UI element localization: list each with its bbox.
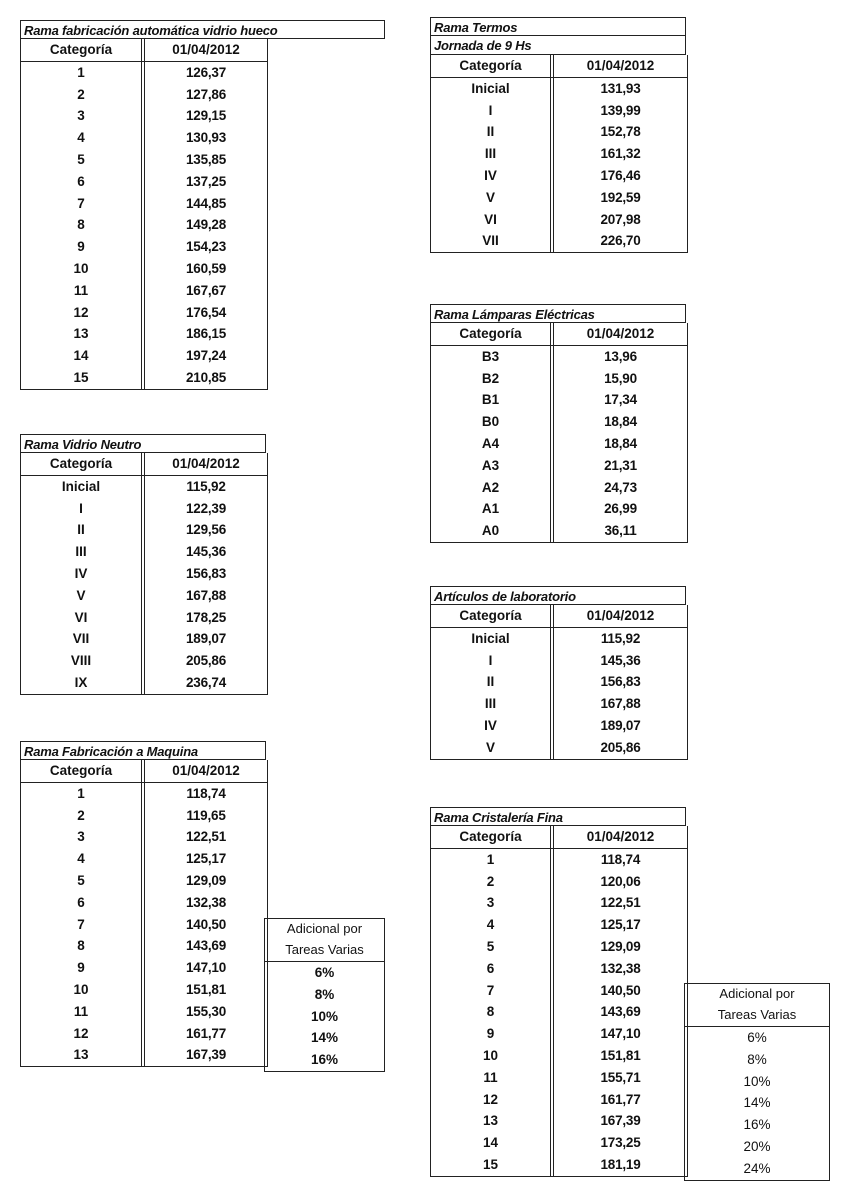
table-row [431, 671, 687, 693]
cell-valor: 18,84 [604, 435, 637, 451]
cell-valor: 205,86 [600, 739, 641, 755]
cell-valor: 189,07 [185, 631, 227, 647]
table-neutro [20, 434, 266, 695]
table-row [21, 519, 267, 541]
table-row [431, 498, 687, 520]
cell-valor: 151,81 [185, 981, 227, 997]
table-row [431, 411, 687, 433]
cell-valor: 143,69 [600, 1004, 641, 1020]
table-row [431, 187, 687, 209]
cell-categoria: Inicial [21, 476, 145, 498]
table-title: Rama Lámparas Eléctricas [430, 304, 686, 323]
cell-valor: 127,86 [185, 86, 227, 102]
table-row [431, 871, 687, 893]
cell-categoria: 4 [431, 914, 554, 936]
cell-valor: 125,17 [185, 851, 227, 867]
table-row [431, 980, 687, 1002]
header-fecha: 01/04/2012 [172, 763, 240, 778]
cell-categoria: A0 [431, 520, 554, 542]
cell-categoria: II [21, 519, 145, 541]
table-row [431, 650, 687, 672]
cell-valor: 118,74 [186, 785, 226, 801]
table-row [21, 563, 267, 585]
cell-categoria: 3 [21, 826, 145, 848]
table-row [21, 935, 267, 957]
cell-valor: 129,56 [185, 522, 227, 538]
table-title: Rama Termos [430, 17, 686, 36]
cell-categoria: VII [431, 230, 554, 252]
cell-categoria: 11 [21, 280, 145, 302]
cell-categoria: 1 [431, 849, 554, 871]
cell-categoria: 4 [21, 848, 145, 870]
cell-valor: 129,09 [185, 872, 227, 888]
cell-valor: 161,77 [600, 1091, 641, 1107]
cell-categoria: 10 [431, 1045, 554, 1067]
table-row [431, 914, 687, 936]
cell-categoria: 14 [21, 345, 145, 367]
table-row [21, 979, 267, 1001]
table-title: Rama Cristalería Fina [430, 807, 686, 826]
header-categoria: Categoría [431, 323, 554, 345]
cell-valor: 139,99 [600, 102, 641, 118]
table-row [431, 477, 687, 499]
table-row [21, 585, 267, 607]
table-header-row [21, 39, 267, 62]
table-row [21, 236, 267, 258]
cell-valor: 155,30 [185, 1003, 227, 1019]
table-row [21, 826, 267, 848]
table-row [21, 193, 267, 215]
cell-categoria: 6 [21, 171, 145, 193]
cell-categoria: 13 [21, 1044, 145, 1066]
cell-categoria: A1 [431, 498, 554, 520]
table-row [431, 737, 687, 759]
cell-valor: 132,38 [185, 894, 227, 910]
cell-categoria: 7 [431, 980, 554, 1002]
cell-valor: 176,46 [600, 167, 641, 183]
table-header-row [431, 55, 687, 78]
header-fecha: 01/04/2012 [586, 829, 655, 844]
cell-valor: 236,74 [185, 674, 227, 690]
table-lamparas [430, 304, 686, 543]
cell-valor: 147,10 [600, 1026, 641, 1042]
adicional-percent: 6% [747, 1030, 767, 1045]
adicional-percent: 8% [314, 986, 335, 1002]
cell-valor: 154,23 [185, 239, 227, 255]
cell-valor: 152,78 [600, 124, 641, 140]
table-row [431, 165, 687, 187]
cell-categoria: III [21, 541, 145, 563]
table-row [21, 149, 267, 171]
cell-valor: 144,85 [185, 195, 227, 211]
table-row [431, 1132, 687, 1154]
cell-categoria: B1 [431, 389, 554, 411]
cell-categoria: 5 [21, 870, 145, 892]
table-title: Rama fabricación automática vidrio hueco [20, 20, 385, 39]
cell-valor: 156,83 [600, 674, 641, 690]
table-row [21, 171, 267, 193]
table-row [21, 345, 267, 367]
cell-categoria: 11 [431, 1067, 554, 1089]
table-row [431, 1023, 687, 1045]
cell-categoria: VI [21, 607, 145, 629]
cell-valor: 167,88 [600, 696, 641, 712]
table-row [431, 78, 687, 100]
cell-categoria: II [431, 671, 554, 693]
header-fecha: 01/04/2012 [586, 326, 655, 341]
table-laboratorio [430, 586, 686, 760]
table-row [431, 121, 687, 143]
cell-valor: 115,92 [186, 478, 226, 494]
cell-categoria: 8 [431, 1001, 554, 1023]
table-header-row [21, 760, 267, 783]
adicional-percent: 8% [747, 1051, 767, 1067]
adicional-percent: 20% [743, 1138, 771, 1154]
cell-categoria: 8 [21, 214, 145, 236]
cell-valor: 173,25 [600, 1135, 641, 1151]
cell-categoria: 12 [21, 1023, 145, 1045]
adicional-percent: 10% [310, 1008, 339, 1024]
cell-categoria: 6 [431, 958, 554, 980]
table-row [21, 892, 267, 914]
table-row [431, 520, 687, 542]
cell-categoria: IV [21, 563, 145, 585]
cell-valor: 119,65 [186, 807, 226, 823]
cell-valor: 132,38 [600, 960, 641, 976]
table-title: Rama Fabricación a Maquina [20, 741, 266, 760]
table-row [431, 368, 687, 390]
cell-categoria: V [21, 585, 145, 607]
cell-valor: 167,88 [185, 587, 227, 603]
cell-categoria: VII [21, 628, 145, 650]
cell-categoria: 3 [21, 105, 145, 127]
table-title: Rama Vidrio Neutro [20, 434, 266, 453]
adicional-percent: 14% [310, 1030, 339, 1046]
adicional-label-line1: Adicional por [719, 986, 795, 1001]
table-row [21, 127, 267, 149]
cell-valor: 207,98 [600, 211, 641, 227]
table-maquina [20, 741, 266, 1067]
cell-valor: 147,10 [185, 960, 227, 976]
cell-valor: 115,92 [600, 630, 641, 646]
cell-categoria: 11 [21, 1001, 145, 1023]
cell-valor: 137,25 [185, 173, 227, 189]
table-row [431, 100, 687, 122]
adicional-percent: 14% [743, 1095, 771, 1111]
table-grid [430, 826, 688, 1177]
cell-categoria: 10 [21, 979, 145, 1001]
adicional-percent: 16% [743, 1117, 771, 1133]
header-fecha: 01/04/2012 [586, 608, 655, 623]
table-row [21, 607, 267, 629]
cell-categoria: V [431, 737, 554, 759]
cell-categoria: VIII [21, 650, 145, 672]
table-row [431, 628, 687, 650]
table-row [431, 892, 687, 914]
cell-categoria: 4 [21, 127, 145, 149]
table-row [431, 389, 687, 411]
header-categoria: Categoría [21, 760, 145, 782]
cell-categoria: IV [431, 165, 554, 187]
table-grid [20, 453, 268, 695]
cell-valor: 129,09 [600, 938, 641, 954]
header-categoria: Categoría [431, 605, 554, 627]
adicional-box-maquina [264, 918, 385, 1072]
cell-valor: 178,25 [185, 609, 227, 625]
table-row [21, 650, 267, 672]
cell-categoria: I [21, 498, 145, 520]
cell-categoria: A2 [431, 477, 554, 499]
cell-valor: 18,84 [604, 414, 637, 430]
table-row [21, 323, 267, 345]
cell-valor: 151,81 [600, 1047, 641, 1063]
cell-categoria: 3 [431, 892, 554, 914]
cell-categoria: 8 [21, 935, 145, 957]
cell-valor: 186,15 [185, 326, 227, 342]
adicional-percent: 10% [743, 1073, 771, 1089]
cell-categoria: 9 [21, 957, 145, 979]
cell-valor: 131,93 [600, 80, 641, 96]
cell-categoria: 14 [431, 1132, 554, 1154]
table-row [21, 783, 267, 805]
header-categoria: Categoría [21, 39, 145, 61]
cell-categoria: 15 [21, 367, 145, 389]
cell-valor: 129,15 [185, 108, 227, 124]
table-row [21, 476, 267, 498]
table-row [431, 1001, 687, 1023]
cell-valor: 145,36 [185, 544, 227, 560]
header-categoria: Categoría [21, 453, 145, 475]
cell-valor: 125,17 [600, 917, 641, 933]
table-row [21, 628, 267, 650]
adicional-header [685, 984, 829, 1027]
table-row [21, 848, 267, 870]
cell-valor: 13,96 [604, 348, 637, 364]
table-row [21, 1001, 267, 1023]
cell-categoria: 9 [431, 1023, 554, 1045]
cell-valor: 122,51 [185, 829, 227, 845]
table-grid [430, 605, 688, 760]
table-row [431, 693, 687, 715]
cell-categoria: III [431, 143, 554, 165]
cell-valor: 205,86 [185, 653, 227, 669]
cell-categoria: III [431, 693, 554, 715]
cell-categoria: 12 [431, 1089, 554, 1111]
table-row [21, 957, 267, 979]
cell-valor: 122,51 [600, 895, 641, 911]
table-title: Artículos de laboratorio [430, 586, 686, 605]
cell-categoria: 12 [21, 302, 145, 324]
table-row [21, 105, 267, 127]
table-row [21, 280, 267, 302]
cell-categoria: 6 [21, 892, 145, 914]
table-row [431, 433, 687, 455]
table-row [431, 143, 687, 165]
cell-categoria: Inicial [431, 78, 554, 100]
cell-categoria: 5 [21, 149, 145, 171]
cell-valor: 118,74 [600, 851, 641, 867]
cell-valor: 140,50 [600, 982, 641, 998]
cell-valor: 122,39 [185, 500, 227, 516]
table-row [431, 849, 687, 871]
cell-valor: 17,34 [604, 392, 637, 408]
cell-categoria: 2 [21, 84, 145, 106]
cell-valor: 145,36 [600, 652, 641, 668]
cell-valor: 161,32 [600, 146, 641, 162]
cell-categoria: 1 [21, 62, 145, 84]
cell-categoria: 1 [21, 783, 145, 805]
table-row [431, 209, 687, 231]
cell-valor: 120,06 [600, 873, 641, 889]
table-header-row [431, 826, 687, 849]
table-row [21, 302, 267, 324]
table-header-row [21, 453, 267, 476]
header-categoria: Categoría [431, 55, 554, 77]
adicional-header [265, 919, 384, 962]
cell-valor: 226,70 [600, 233, 641, 249]
cell-valor: 24,73 [604, 479, 637, 495]
table-row [21, 541, 267, 563]
cell-valor: 161,77 [185, 1025, 227, 1041]
table-row [21, 914, 267, 936]
cell-categoria: IX [21, 672, 145, 694]
cell-categoria: 7 [21, 193, 145, 215]
table-grid [430, 55, 688, 253]
header-fecha: 01/04/2012 [172, 42, 240, 57]
cell-valor: 155,71 [600, 1069, 641, 1085]
table-grid [20, 39, 268, 390]
table-row [431, 1045, 687, 1067]
cell-categoria: I [431, 100, 554, 122]
cell-valor: 149,28 [185, 217, 227, 233]
cell-categoria: Inicial [431, 628, 554, 650]
table-cristaleria [430, 807, 686, 1177]
adicional-percent: 16% [310, 1052, 339, 1068]
cell-valor: 192,59 [600, 189, 641, 205]
adicional-percent: 24% [743, 1160, 771, 1176]
adicional-percent: 6% [314, 965, 335, 980]
table-row [21, 1044, 267, 1066]
table-row [21, 84, 267, 106]
cell-categoria: 2 [431, 871, 554, 893]
table-grid [20, 760, 268, 1067]
cell-valor: 160,59 [185, 260, 227, 276]
cell-valor: 130,93 [185, 130, 227, 146]
table-row [431, 1089, 687, 1111]
cell-valor: 210,85 [185, 369, 227, 385]
cell-valor: 167,67 [185, 282, 227, 298]
header-categoria: Categoría [431, 826, 554, 848]
cell-valor: 140,50 [185, 916, 227, 932]
cell-categoria: II [431, 121, 554, 143]
table-grid [430, 323, 688, 543]
table-header-row [431, 323, 687, 346]
cell-valor: 15,90 [604, 370, 637, 386]
table-subtitle: Jornada de 9 Hs [430, 36, 686, 55]
table-row [21, 805, 267, 827]
cell-categoria: 2 [21, 805, 145, 827]
adicional-label-line2: Tareas Varias [717, 1007, 797, 1022]
table-row [431, 1154, 687, 1176]
cell-categoria: B3 [431, 346, 554, 368]
cell-valor: 176,54 [185, 304, 227, 320]
cell-categoria: 15 [431, 1154, 554, 1176]
table-header-row [431, 605, 687, 628]
cell-categoria: 5 [431, 936, 554, 958]
table-row [21, 258, 267, 280]
cell-categoria: A3 [431, 455, 554, 477]
cell-categoria: B0 [431, 411, 554, 433]
table-row [21, 1023, 267, 1045]
cell-categoria: I [431, 650, 554, 672]
cell-categoria: V [431, 187, 554, 209]
cell-valor: 167,39 [185, 1047, 227, 1063]
cell-categoria: IV [431, 715, 554, 737]
cell-valor: 156,83 [185, 565, 227, 581]
cell-valor: 26,99 [604, 501, 637, 517]
table-row [431, 936, 687, 958]
cell-categoria: 7 [21, 914, 145, 936]
cell-valor: 167,39 [600, 1113, 641, 1129]
header-fecha: 01/04/2012 [586, 58, 655, 73]
table-termos [430, 17, 686, 253]
adicional-box-cristaleria [684, 983, 830, 1181]
cell-categoria: 9 [21, 236, 145, 258]
table-row [431, 1067, 687, 1089]
cell-valor: 181,19 [600, 1156, 641, 1172]
table-row [431, 230, 687, 252]
cell-valor: 126,37 [185, 64, 227, 80]
table-row [431, 346, 687, 368]
table-row [21, 672, 267, 694]
table-auto [20, 20, 385, 390]
cell-valor: 21,31 [604, 457, 637, 473]
cell-categoria: 13 [431, 1110, 554, 1132]
cell-categoria: 10 [21, 258, 145, 280]
adicional-label-line1: Adicional por [286, 921, 363, 936]
cell-categoria: VI [431, 209, 554, 231]
table-row [21, 870, 267, 892]
cell-categoria: 13 [21, 323, 145, 345]
cell-valor: 197,24 [185, 348, 227, 364]
table-row [431, 958, 687, 980]
table-row [21, 62, 267, 84]
table-row [21, 367, 267, 389]
table-row [21, 498, 267, 520]
adicional-label-line2: Tareas Varias [285, 942, 364, 957]
table-row [431, 455, 687, 477]
table-row [21, 214, 267, 236]
header-fecha: 01/04/2012 [172, 456, 240, 471]
cell-categoria: A4 [431, 433, 554, 455]
cell-valor: 135,85 [185, 151, 227, 167]
cell-valor: 189,07 [600, 717, 641, 733]
table-row [431, 1110, 687, 1132]
cell-categoria: B2 [431, 368, 554, 390]
cell-valor: 143,69 [185, 938, 227, 954]
table-row [431, 715, 687, 737]
cell-valor: 36,11 [604, 523, 637, 539]
